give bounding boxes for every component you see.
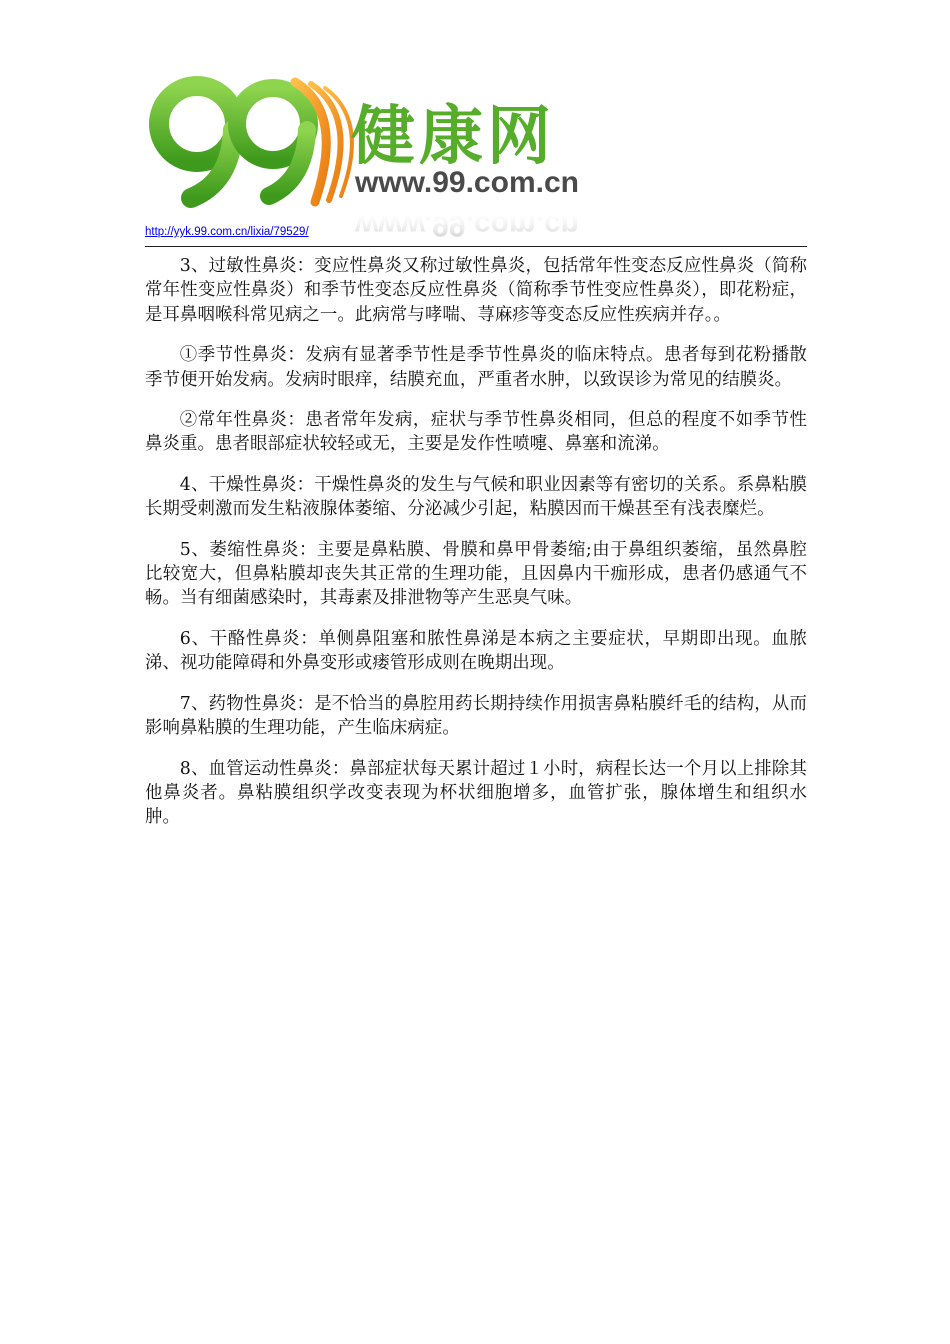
article-body	[145, 254, 807, 846]
logo-url-text: www.99.com.cn	[355, 166, 579, 199]
paragraph-caseous-rhinitis: 6、干酪性鼻炎：单侧鼻阻塞和脓性鼻涕是本病之主要症状，早期即出现。血脓涕、视功能障碍和外鼻变形或瘘管形成则在晚期出现。	[145, 628, 807, 674]
svg-text:www.99.com.cn: www.99.com.cn	[355, 209, 579, 242]
logo-url-reflection	[354, 209, 579, 242]
paragraph-allergic-rhinitis: 3、过敏性鼻炎：变应性鼻炎又称过敏性鼻炎，包括常年性变态反应性鼻炎（简称常年性变应性鼻炎）和季节性变态反应性鼻炎（简称季节性变应性鼻炎），即花粉症，是耳鼻咽喉科常见病之一。此病常与哮喘、荨麻疹等变态反应性疾病并存。。	[145, 256, 807, 325]
paragraph-seasonal-rhinitis: ①季节性鼻炎：发病有显著季节性是季节性鼻炎的临床特点。患者每到花粉播散季节便开始发病。发病时眼痒，结膜充血，严重者水肿，以致误诊为常见的结膜炎。	[145, 345, 807, 390]
paragraph-atrophic-rhinitis: 5、萎缩性鼻炎：主要是鼻粘膜、骨膜和鼻甲骨萎缩;由于鼻组织萎缩，虽然鼻腔比较宽大，但鼻粘膜却丧失其正常的生理功能，且因鼻内干痂形成，患者仍感通气不畅。当有细菌感染时，其毒素及排泄物等产生恶臭气味。	[145, 539, 807, 609]
logo-brand-name: 健康网	[351, 100, 555, 174]
header-divider	[145, 246, 807, 247]
logo-99-mark	[159, 82, 352, 202]
paragraph-dry-rhinitis: 4、干燥性鼻炎：干燥性鼻炎的发生与气候和职业因素等有密切的关系。系鼻粘膜长期受刺激而发生粘液腺体萎缩、分泌减少引起，粘膜因而干燥甚至有浅表糜烂。	[145, 474, 807, 520]
source-link[interactable]: http://yyk.99.com.cn/lixia/79529/	[145, 226, 309, 238]
paragraph-drug-induced-rhinitis: 7、药物性鼻炎：是不恰当的鼻腔用药长期持续作用损害鼻粘膜纤毛的结构，从而影响鼻粘膜的生理功能，产生临床病症。	[145, 693, 807, 739]
paragraph-perennial-rhinitis: ②常年性鼻炎：患者常年发病，症状与季节性鼻炎相同，但总的程度不如季节性鼻炎重。患者眼部症状较轻或无，主要是发作性喷嚏、鼻塞和流涕。	[145, 410, 807, 455]
paragraph-vasomotor-rhinitis: 8、血管运动性鼻炎：鼻部症状每天累计超过１小时，病程长达一个月以上排除其他鼻炎者。鼻粘膜组织学改变表现为杯状细胞增多，血管扩张，腺体增生和组织水肿。	[145, 758, 807, 828]
